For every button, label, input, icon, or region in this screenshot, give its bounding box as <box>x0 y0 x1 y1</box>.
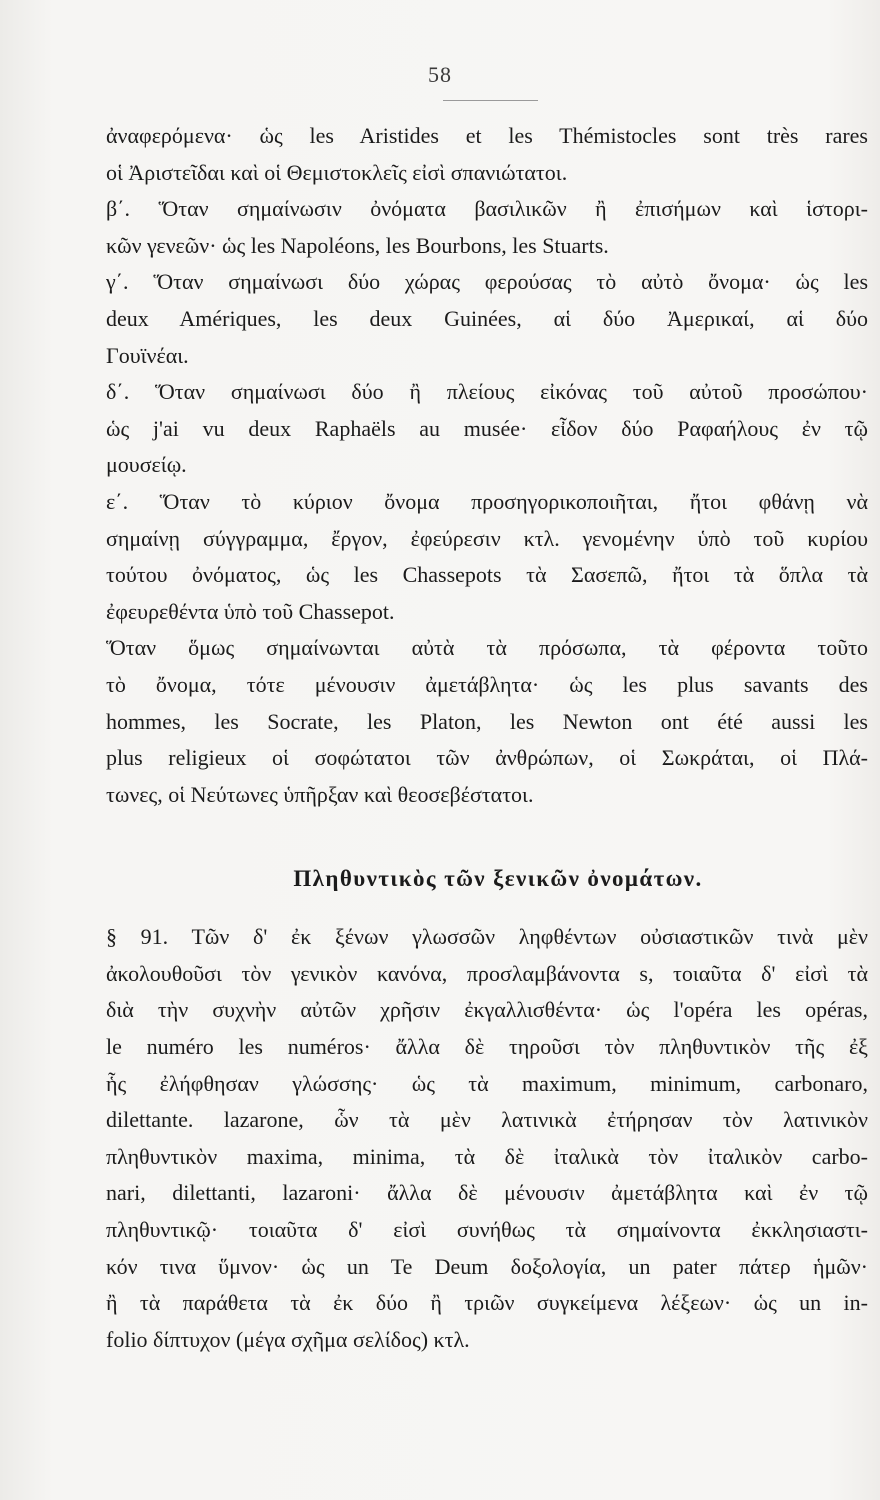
text-line: ἐφευρεθέντα ὑπὸ τοῦ Chassepot. <box>106 598 395 624</box>
page-number: 58 <box>428 62 452 87</box>
text-line: nari, dilettanti, lazaroni· ἄλλα δὲ μένουσιν ἀμετάβλητα καὶ ἐν τῷ <box>106 1180 868 1206</box>
text-line: πληθυντικὸν maxima, minima, τὰ δὲ ἰταλικὰ τὸν ἰταλικὸν carbo- <box>106 1143 868 1169</box>
text-line: ἧς ἐλήφθησαν γλώσσης· ὡς τὰ maximum, minimum, carbonaro, <box>106 1070 868 1096</box>
text-line: folio δίπτυχον (μέγα σχῆμα σελίδος) κτλ. <box>106 1326 470 1352</box>
text-line: κῶν γενεῶν· ὡς les Napoléons, les Bourbons, les Stuarts. <box>106 232 609 258</box>
text-line: dilettante. lazarone, ὧν τὰ μὲν λατινικὰ ἐτήρησαν τὸν λατινικὸν <box>106 1107 868 1133</box>
page-body <box>106 118 868 1358</box>
text-line: διὰ τὴν συχνὴν αὐτῶν χρῆσιν ἐκγαλλισθέντα· ὡς l'opéra les opéras, <box>106 997 868 1023</box>
text-line: ὡς j'ai vu deux Raphaëls au musée· εἶδον δύο Ραφαήλους ἐν τῷ <box>106 415 868 441</box>
text-line: δ΄. Ὅταν σημαίνωσι δύο ἢ πλείους εἰκόνας τοῦ αὐτοῦ προσώπου· <box>106 379 868 405</box>
text-line: πληθυντικῷ· τοιαῦτα δ' εἰσὶ συνήθως τὰ σημαίνοντα ἐκκλησιαστι- <box>106 1217 868 1243</box>
text-line: γ΄. Ὅταν σημαίνωσι δύο χώρας φερούσας τὸ αὐτὸ ὄνομα· ὡς les <box>106 269 868 295</box>
text-line: ἢ τὰ παράθετα τὰ ἐκ δύο ἢ τριῶν συγκείμενα λέξεων· ὡς un in- <box>106 1290 868 1316</box>
text-line: § 91. Τῶν δ' ἐκ ξένων γλωσσῶν ληφθέντων οὐσιαστικῶν τινὰ μὲν <box>106 924 868 950</box>
text-line: τούτου ὀνόματος, ὡς les Chassepots τὰ Σασεπῶ, ἤτοι τὰ ὅπλα τὰ <box>106 562 868 588</box>
section-gap <box>106 813 868 857</box>
text-line: le numéro les numéros· ἄλλα δὲ τηροῦσι τὸν πληθυντικὸν τῆς ἐξ <box>106 1034 868 1060</box>
text-line: ἀναφερόμενα· ὡς les Aristides et les Thémistocles sont très rares <box>106 123 868 148</box>
text-line: plus religieux οἱ σοφώτατοι τῶν ἀνθρώπων, οἱ Σωκράται, οἱ Πλά- <box>106 745 868 771</box>
section-gap <box>106 901 868 919</box>
text-line: ἀκολουθοῦσι τὸν γενικὸν κανόνα, προσλαμβάνοντα s, τοιαῦτα δ' εἰσὶ τὰ <box>106 960 868 986</box>
text-line: Γουϊνέαι. <box>106 342 189 368</box>
text-line: Ὅταν ὅμως σημαίνωνται αὐτὰ τὰ πρόσωπα, τὰ φέροντα τοῦτο <box>106 635 868 661</box>
text-line: οἱ Ἀριστεῖδαι καὶ οἱ Θεμιστοκλεῖς εἰσὶ σπανιώτατοι. <box>106 159 568 185</box>
section-heading: Πληθυντικὸς τῶν ξενικῶν ὀνομάτων. <box>293 866 703 892</box>
text-line: κόν τινα ὕμνον· ὡς un Te Deum δοξολογία, un pater πάτερ ἡμῶν· <box>106 1253 868 1279</box>
text-line: β΄. Ὅταν σημαίνωσιν ὀνόματα βασιλικῶν ἢ ἐπισήμων καὶ ἱστορι- <box>106 196 868 222</box>
text-line: τωνες, οἱ Νεύτωνες ὑπῆρξαν καὶ θεοσεβέστατοι. <box>106 781 534 807</box>
text-line: hommes, les Socrate, les Platon, les Newton ont été aussi les <box>106 708 868 734</box>
text-line: τὸ ὄνομα, τότε μένουσιν ἀμετάβλητα· ὡς les plus savants des <box>106 671 868 697</box>
text-line: σημαίνῃ σύγγραμμα, ἔργον, ἐφεύρεσιν κτλ. γενομένην ὑπὸ τοῦ κυρίου <box>106 525 868 551</box>
text-line: ε΄. Ὅταν τὸ κύριον ὄνομα προσηγορικοποιῆται, ἤτοι φθάνῃ νὰ <box>106 488 868 514</box>
header-rule <box>443 100 538 101</box>
text-line: μουσείῳ. <box>106 452 187 478</box>
text-line: deux Amériques, les deux Guinées, αἱ δύο Ἀμερικαί, αἱ δύο <box>106 305 868 331</box>
